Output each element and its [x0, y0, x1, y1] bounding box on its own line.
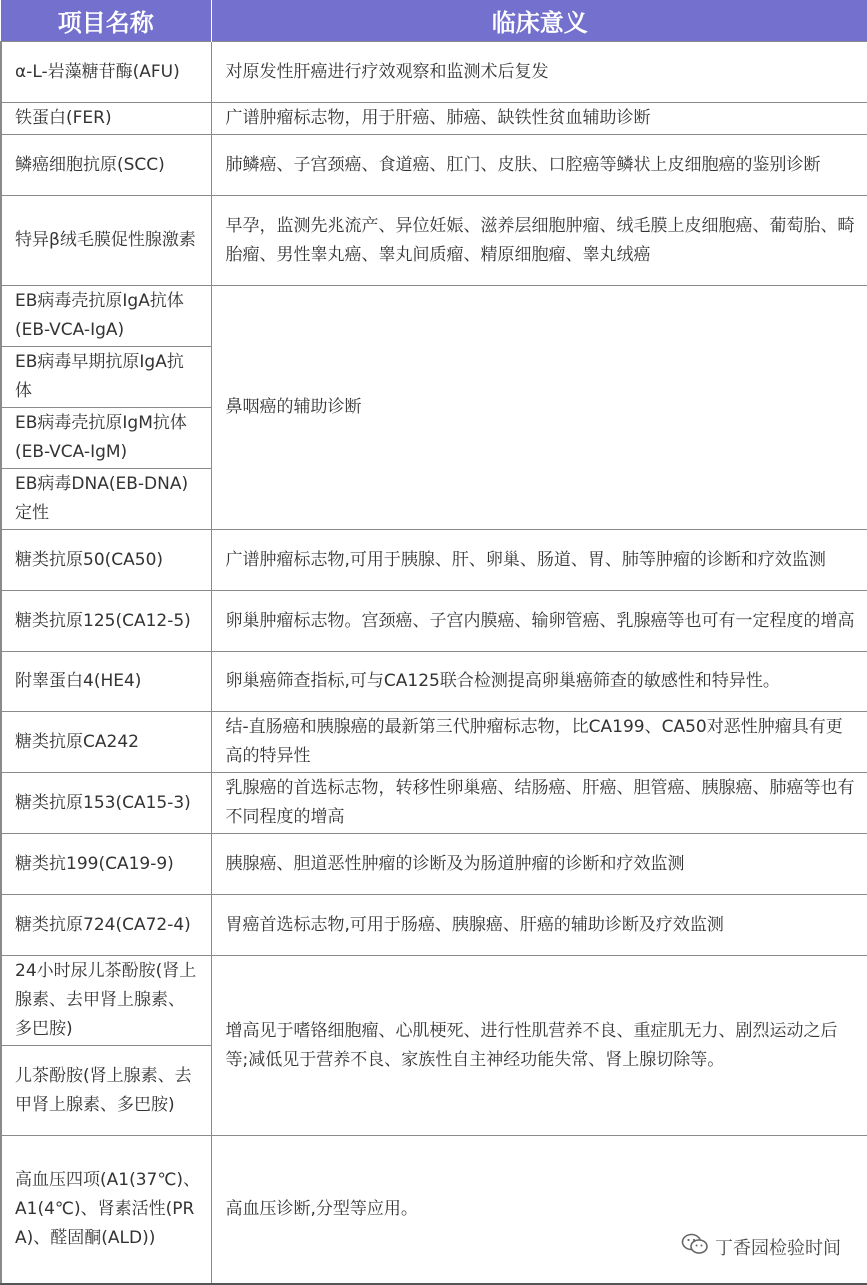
item-name: EB病毒壳抗原IgA抗体(EB-VCA-IgA) — [1, 286, 211, 347]
table-row — [1, 895, 867, 956]
item-meaning: 广谱肿瘤标志物，用于肝癌、肺癌、缺铁性贫血辅助诊断 — [211, 103, 867, 135]
table-row — [1, 42, 867, 103]
table-row — [1, 773, 867, 834]
item-meaning: 鼻咽癌的辅助诊断 — [211, 286, 867, 530]
item-name: 附睾蛋白4(HE4) — [1, 652, 211, 712]
item-name: 特异β绒毛膜促性腺激素 — [1, 196, 211, 286]
table-row — [1, 286, 867, 347]
item-name: EB病毒DNA(EB-DNA)定性 — [1, 469, 211, 530]
item-name: 高血压四项(A1(37℃)、A1(4℃)、肾素活性(PRA)、醛固酮(ALD)) — [1, 1136, 211, 1284]
item-name: α-L-岩藻糖苷酶(AFU) — [1, 42, 211, 103]
header-clinical-significance: 临床意义 — [211, 0, 867, 42]
table-row — [1, 834, 867, 895]
item-meaning: 卵巢肿瘤标志物。宫颈癌、子宫内膜癌、输卵管癌、乳腺癌等也可有一定程度的增高 — [211, 591, 867, 652]
item-name: 24小时尿儿茶酚胺(肾上腺素、去甲肾上腺素、多巴胺) — [1, 956, 211, 1046]
table-header-row — [1, 0, 867, 42]
table-row — [1, 103, 867, 135]
table-row — [1, 196, 867, 286]
item-name: 鳞癌细胞抗原(SCC) — [1, 135, 211, 196]
item-meaning: 胃癌首选标志物,可用于肠癌、胰腺癌、肝癌的辅助诊断及疗效监测 — [211, 895, 867, 956]
watermark-text: 丁香园检验时间 — [715, 1237, 841, 1259]
item-meaning: 对原发性肝癌进行疗效观察和监测术后复发 — [211, 42, 867, 103]
table-row — [1, 591, 867, 652]
item-name: 糖类抗原125(CA12-5) — [1, 591, 211, 652]
item-name: 糖类抗199(CA19-9) — [1, 834, 211, 895]
item-name: EB病毒早期抗原IgA抗体 — [1, 347, 211, 408]
item-name: 糖类抗原50(CA50) — [1, 530, 211, 591]
table-row — [1, 135, 867, 196]
item-name: 糖类抗原CA242 — [1, 712, 211, 773]
table-row — [1, 712, 867, 773]
item-meaning: 高血压诊断,分型等应用。 — [211, 1136, 867, 1284]
item-meaning: 乳腺癌的首选标志物，转移性卵巢癌、结肠癌、肝癌、胆管癌、胰腺癌、肺癌等也有不同程度的增高 — [211, 773, 867, 834]
item-meaning: 增高见于嗜铬细胞瘤、心肌梗死、进行性肌营养不良、重症肌无力、剧烈运动之后等;减低见于营养不良、家族性自主神经功能失常、肾上腺切除等。 — [211, 956, 867, 1136]
item-meaning: 结-直肠癌和胰腺癌的最新第三代肿瘤标志物，比CA199、CA50对恶性肿瘤具有更高的特异性 — [211, 712, 867, 773]
item-meaning: 早孕，监测先兆流产、异位妊娠、滋养层细胞肿瘤、绒毛膜上皮细胞癌、葡萄胎、畸胎瘤、男性睾丸癌、睾丸间质瘤、精原细胞瘤、睾丸绒癌 — [211, 196, 867, 286]
item-name: 铁蛋白(FER) — [1, 103, 211, 135]
item-meaning: 胰腺癌、胆道恶性肿瘤的诊断及为肠道肿瘤的诊断和疗效监测 — [211, 834, 867, 895]
table-row — [1, 1136, 867, 1284]
item-meaning: 肺鳞癌、子宫颈癌、食道癌、肛门、皮肤、口腔癌等鳞状上皮细胞癌的鉴别诊断 — [211, 135, 867, 196]
item-name: EB病毒壳抗原IgM抗体(EB-VCA-IgM) — [1, 408, 211, 469]
table-row — [1, 530, 867, 591]
header-item-name: 项目名称 — [1, 0, 211, 42]
table-row — [1, 956, 867, 1046]
wechat-watermark — [681, 1233, 841, 1260]
item-name: 糖类抗原153(CA15-3) — [1, 773, 211, 834]
table-row — [1, 652, 867, 712]
item-name: 糖类抗原724(CA72-4) — [1, 895, 211, 956]
item-name: 儿茶酚胺(肾上腺素、去甲肾上腺素、多巴胺) — [1, 1046, 211, 1136]
item-meaning: 卵巢癌筛查指标,可与CA125联合检测提高卵巢癌筛查的敏感性和特异性。 — [211, 652, 867, 712]
item-meaning: 广谱肿瘤标志物,可用于胰腺、肝、卵巢、肠道、胃、肺等肿瘤的诊断和疗效监测 — [211, 530, 867, 591]
wechat-icon — [681, 1233, 709, 1260]
